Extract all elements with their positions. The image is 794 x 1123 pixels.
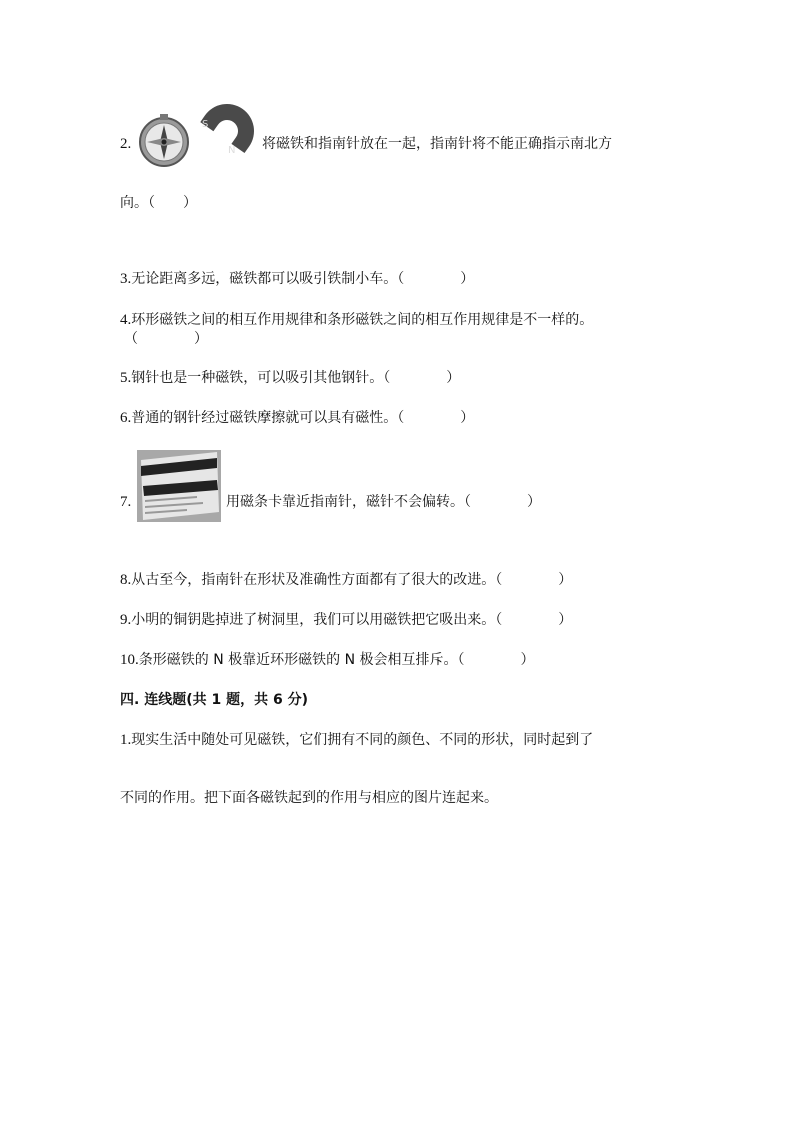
question-text: 环形磁铁之间的相互作用规律和条形磁铁之间的相互作用规律是不一样的。 xyxy=(131,312,594,328)
section-title xyxy=(120,690,308,710)
question-7-text xyxy=(226,492,541,512)
question-number: 1. xyxy=(120,732,132,748)
question-text: 无论距离多远，磁铁都可以吸引铁制小车。（ xyxy=(131,271,405,287)
compass-icon xyxy=(136,112,192,168)
question-4 xyxy=(120,310,593,330)
close-paren: ） xyxy=(460,271,475,287)
horseshoe-magnet-icon xyxy=(192,99,262,161)
question-text: 钢针也是一种磁铁，可以吸引其他钢针。（ xyxy=(131,370,391,386)
close-paren: ） xyxy=(527,494,541,510)
question-number: 9. xyxy=(120,612,132,628)
question-text: 普通的钢针经过磁铁摩擦就可以具有磁性。（ xyxy=(131,410,405,426)
question-number: 3. xyxy=(120,271,132,287)
question-4-continued xyxy=(124,329,208,349)
question-number: 6. xyxy=(120,410,132,426)
question-text: 小明的铜钥匙掉进了树洞里，我们可以用磁铁把它吸出来。（ xyxy=(131,612,503,628)
magnetic-stripe-card-icon xyxy=(137,450,221,522)
question-10 xyxy=(120,650,535,670)
question-text: 用磁条卡靠近指南针，磁针不会偏转。（ xyxy=(226,494,471,510)
question-text: 从古至今，指南针在形状及准确性方面都有了很大的改进。（ xyxy=(131,572,503,588)
close-paren: ） xyxy=(194,331,208,347)
close-paren: ） xyxy=(460,410,475,426)
question-8 xyxy=(120,570,572,590)
question-number: 7. xyxy=(120,494,132,510)
question-number: 2. xyxy=(120,136,132,152)
question-text: 将磁铁和指南针放在一起，指南针将不能正确指示南北方 xyxy=(262,136,612,152)
section-4-question-1-continued xyxy=(120,788,498,808)
question-7-number xyxy=(120,492,131,512)
question-text-cont: 不同的作用。把下面各磁铁起到的作用与相应的图片连起来。 xyxy=(120,790,498,806)
question-2 xyxy=(120,134,131,154)
question-text: 现实生活中随处可见磁铁，它们拥有不同的颜色、不同的形状，同时起到了 xyxy=(131,732,594,748)
section-4-question-1 xyxy=(120,730,593,750)
magnet-n-label: N xyxy=(228,145,236,156)
question-9 xyxy=(120,610,572,630)
magnet-s-label: S xyxy=(202,119,209,130)
question-text: 条形磁铁的 N 极靠近环形磁铁的 N 极会相互排斥。（ xyxy=(138,652,465,668)
question-number: 8. xyxy=(120,572,132,588)
close-paren: ） xyxy=(520,652,535,668)
close-paren: ） xyxy=(558,572,573,588)
question-5 xyxy=(120,368,460,388)
question-number: 5. xyxy=(120,370,132,386)
open-paren: （ xyxy=(124,331,138,347)
question-number: 10. xyxy=(120,652,139,668)
question-2-continued xyxy=(120,193,197,213)
question-6 xyxy=(120,408,474,428)
close-paren: ） xyxy=(558,612,573,628)
close-paren: ） xyxy=(446,370,461,386)
question-2-text xyxy=(262,134,612,154)
section-title-text: 四. 连线题(共 1 题，共 6 分) xyxy=(120,692,308,708)
question-number: 4. xyxy=(120,312,132,328)
question-text-cont: 向。（ ） xyxy=(120,195,197,211)
question-3 xyxy=(120,269,474,289)
